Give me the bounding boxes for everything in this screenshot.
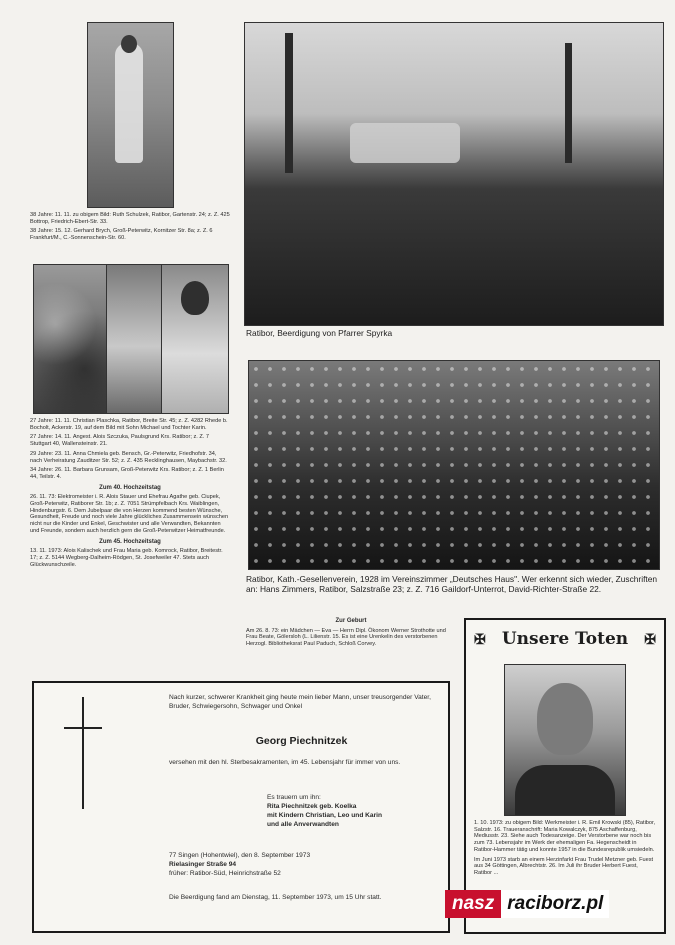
tree-trunk [565, 43, 572, 163]
birth-text: Am 26. 8. 73: ein Mädchen — Eva — Herrn Dipl. Ökonom Werner Strothotte und Frau Beate, Gölersloh (L. Lilienstr. 15. Es ist eine Urenkelin des verstorbenen Herzogl. Bibliotheksrat Paul Paduch, Schloß Corvey. [246, 627, 446, 648]
logo-part-nasz: nasz [445, 890, 501, 918]
entry-text: 38 Jahre: 15. 12. Gerhard Brych, Groß-Peterwitz, Kornitzer Str. 8a; z. Z. 6 Frankfurt/M., C.-Sonnenschein-Str. 60. [30, 228, 213, 242]
obituary-intro: Nach kurzer, schwerer Krankheit ging heute mein lieber Mann, unser treusorgender Vater, Bruder, Schwiegersohn, Schwager und Onkel [169, 694, 431, 710]
death-notice-text: 1. 10. 1973: zu obigem Bild: Werkmeister i. R. Emil Krowski (85), Ratibor, Salzstr. 16. Traueranschrift: Maria Kowalczyk, 875 Aschaffenburg, Mediusstr. 23. Siehe auch Todesanzeige. Der Verstorbene war noch bis zum 73. Lebensjahr im Werk der ehemaligen Fa. Hegenscheidt in Ratibor-Hammer tätig und konnte 1957 in die Bundesrepublik umsiedeln. [474, 820, 656, 853]
obituary-box [32, 681, 450, 933]
cross-left-icon: ✠ [474, 630, 486, 647]
birth-heading: Zur Geburt [335, 618, 367, 624]
obituary-sacrament: versehen mit den hl. Sterbesakramenten, im 45. Lebensjahr für immer von uns. [169, 759, 401, 766]
obituary-address [169, 851, 434, 878]
funeral-note: Die Beerdigung fand am Dienstag, 11. September 1973, um 15 Uhr statt. [169, 894, 382, 901]
figure-head [121, 35, 137, 53]
funeral-caption: Ratibor, Beerdigung von Pfarrer Spyrka [246, 328, 393, 338]
cross-icon-bar [64, 727, 102, 729]
entry-text: 27 Jahre: 14. 11. Angest. Alois Szczuka, Paulsgrund Krs. Ratibor; z. Z. 7 Stuttgart 40, Wallensteinstr. 21. [30, 434, 209, 448]
naszraciborz-logo [445, 886, 661, 922]
address-line: Rielasinger Straße 94 [169, 861, 237, 868]
entry-text: 26. 11. 73: Elektromeister i. R. Alois Stauer und Ehefrau Agathe geb. Ciupek, Groß-Peterwitz, Ratiborer Str. 1b; z. Z. 7051 Strümpfelbach Krs. Waiblingen, Hindenburgstr. 6. Dem Jubelpaar die von Herzen kommend besten Wünsche, Gesundheit, Freude und noch viele Jahre glückliches Zusammensein wünschen nicht nur die Kinder und Enkel, Geschwister und alle Verwandten, Bekannten und Freunde, sondern auch herzlich gern die Groß-Peterwitzer Heimatfreunde. [30, 494, 229, 534]
man-head [181, 281, 209, 315]
family-photo-left [33, 264, 107, 414]
mourner-line: mit Kindern Christian, Leo und Karin [267, 812, 383, 819]
tree-trunk [285, 33, 293, 173]
entries-middle [30, 418, 230, 571]
entry-text: 38 Jahre: 11. 11. zu obigem Bild: Ruth Schulzek, Ratibor, Gartenstr. 24; z. Z. 425 Bottrop, Friedrich-Ebert-Str. 33. [30, 212, 230, 225]
heading-40th-anniversary: Zum 40. Hochzeitstag [99, 484, 161, 491]
figure-silhouette [115, 43, 143, 163]
address-line: 77 Singen (Hohentwiel), den 8. September 1973 [169, 852, 311, 859]
entry-text: 34 Jahre: 26. 11. Barbara Grunsam, Groß-Peterwitz Krs. Ratibor; z. Z. 1 Berlin 44, Teilstr. 4. [30, 467, 224, 480]
mourners-lead: Es trauern um ihn: [267, 794, 321, 801]
family-photo-middle [106, 264, 162, 414]
cross-icon [82, 697, 84, 809]
entry-text: 29 Jahre: 23. 11. Anna Chmiela geb. Bensch, Gr.-Peterwitz, Friedhofstr. 34, nach Verheiratung Zauditzer Str. 52; z. Z. 435 Recklinghausen, Maybachstr. 32. [30, 450, 227, 464]
entry-text: 13. 11. 1973: Alois Kalischek und Frau Maria geb. Komrock, Ratibor, Breitestr. 17; z. Z. 5144 Wegberg-Dalheim-Rödgen, St. Josefweiler 47. Stets auch Glückwunschzeile. [30, 548, 223, 568]
family-photo-right [161, 264, 229, 414]
mourner-line: und alle Anverwandten [267, 821, 339, 828]
birth-notice [246, 614, 456, 651]
portrait-suit [515, 765, 615, 815]
mourner-line: Rita Piechnitzek geb. Koelka [267, 803, 357, 810]
portrait-photo-ruth [87, 22, 174, 208]
entries-top [30, 212, 230, 245]
mourners-block [267, 793, 442, 829]
group-caption: Ratibor, Kath.-Gesellenverein, 1928 im Vereinszimmer „Deutsches Haus". Wer erkennt sich wieder, Zuschriften an: Hans Zimmers, Ratibor, Salzstraße 23; z. Z. 716 Gaildorf-Unterrot, David-Richter-Straße 22. [246, 574, 658, 594]
entry-text: 27 Jahre: 11. 11. Christian Plaschka, Ratibor, Breite Str. 45; z. Z. 4282 Rhede b. Bocholt, Ackerstr. 19, auf dem Bild mit Sohn Michael und Tochter Karin. [30, 418, 228, 431]
heading-45th-anniversary: Zum 45. Hochzeitstag [99, 538, 161, 545]
death-notice-text: Im Juni 1973 starb an einem Herzinfarkt Frau Trudel Metzner geb. Fuest aus 34 Göttingen, Albrechtstr. 26. Im Juli ihr Bruder Herbert Fuest, Ratibor ... [474, 856, 654, 876]
unsere-toten-title: Unsere Toten [501, 629, 629, 649]
logo-part-raciborz: raciborz.pl [501, 890, 609, 918]
unsere-toten-text [474, 820, 656, 880]
address-line: früher: Ratibor-Süd, Heinrichstraße 52 [169, 870, 281, 877]
group-photo [248, 360, 660, 570]
obituary-portrait-photo [504, 664, 626, 816]
deceased-name: Georg Piechnitzek [255, 735, 348, 747]
cross-right-icon: ✠ [644, 630, 656, 647]
unsere-toten-header [466, 620, 664, 658]
coffin [350, 123, 460, 163]
funeral-photo [244, 22, 664, 326]
portrait-head [537, 683, 593, 755]
